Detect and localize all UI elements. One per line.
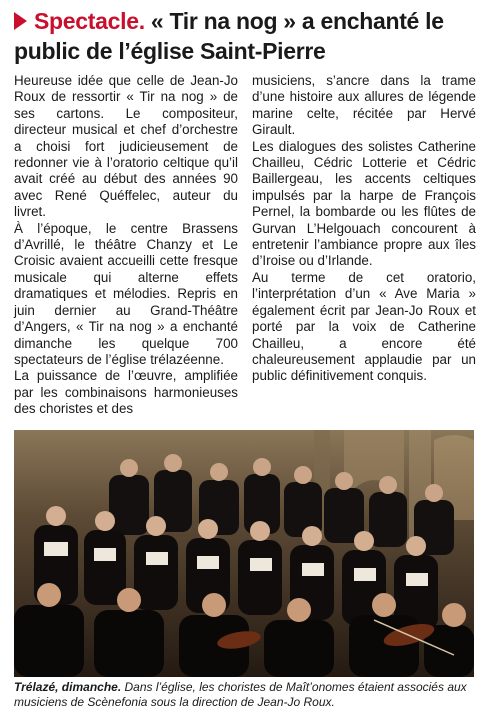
choir-photo <box>14 430 474 677</box>
body-paragraph: Heureuse idée que celle de Jean-Jo Roux de ressortir « Tir na nog » de ses cartons. Le compositeur, directeur musical et chef d’orchestre a choisi fort judicieusement de redonner vie à l’oratorio celtique qu’il avait créé au début des années 90 avec René Quéffelec, auteur du livret. <box>14 73 238 220</box>
headline-title: « Tir na nog » a enchanté le public de l’église Saint-Pierre <box>14 8 444 64</box>
headline-kicker: Spectacle. <box>34 8 145 34</box>
caption-text: Dans l’église, les choristes de Maît’onomes étaient associés aux musiciens de Scènefonia sous la direction de Jean-Jo Roux. <box>14 680 467 709</box>
caption-lead: Trélazé, dimanche. <box>14 680 122 694</box>
body-paragraph: Au terme de cet oratorio, l’interprétation d’un « Ave Maria » également écrit par Jean-Jo Roux et porté par la voix de Catherine Chailleu, a encore été chaleureusement applaudie par un public définitivement conquis. <box>252 269 476 384</box>
body-paragraph: La puissance de l’œuvre, amplifiée par les combinaisons harmonieuses des choristes et des <box>14 368 238 417</box>
choir-photo-illustration <box>14 430 474 677</box>
article-headline <box>14 6 476 66</box>
body-paragraph: Les dialogues des solistes Catherine Chailleu, Cédric Lotterie et Cédric Baillergeau, les accents celtiques impulsés par la harpe de François Pernel, la bombarde ou les flûtes de Gurvan L’Helgouach concourent à entretenir l’ambiance propre aux îles d’Iroise ou d’Irlande. <box>252 138 476 269</box>
right-column <box>252 73 476 423</box>
article-body <box>14 73 476 423</box>
photo-caption <box>14 680 476 710</box>
body-paragraph: À l’époque, le centre Brassens d’Avrillé, le théâtre Chanzy et Le Croisic avaient accueilli cette fresque musicale qui alterne effets dramatiques et mélodies. Repris en juin dernier au Grand-Théâtre d’Angers, « Tir na nog » a enchanté dimanche les quelque 700 spectateurs de l’église trélazéenne. <box>14 220 238 367</box>
body-paragraph: musiciens, s’ancre dans la trame d’une histoire aux allures de légende marine celte, récitée par Hervé Girault. <box>252 73 476 138</box>
left-column <box>14 73 238 423</box>
red-triangle-icon <box>14 12 27 30</box>
